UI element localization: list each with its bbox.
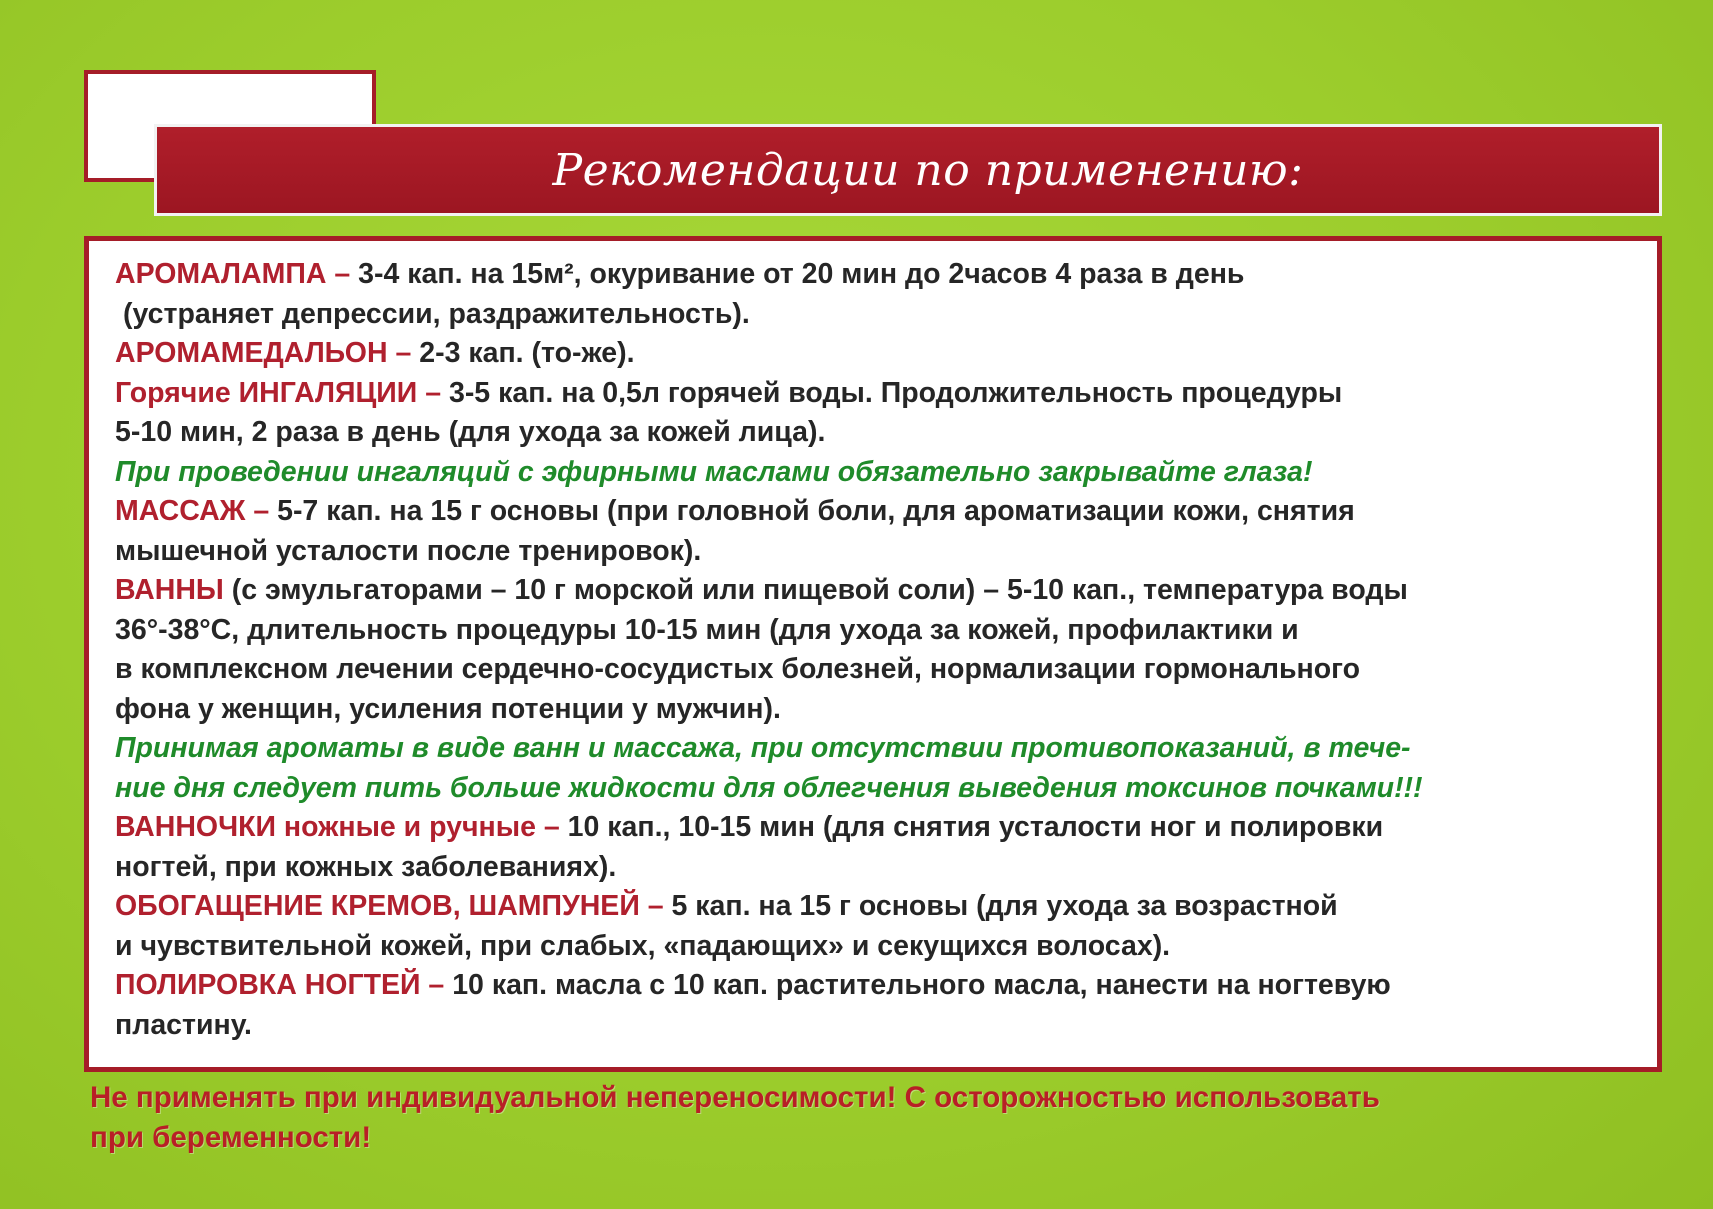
- instruction-line: [115, 492, 1633, 532]
- line-text: 36°-38°С, длительность процедуры 10-15 мин (для ухода за кожей, профилактики и: [115, 613, 1299, 646]
- instruction-line: [115, 611, 1633, 651]
- line-text: 5-10 мин, 2 раза в день (для ухода за кожей лица).: [115, 416, 826, 448]
- instruction-line: [115, 808, 1633, 848]
- line-keyword: ВАННЫ: [115, 574, 232, 606]
- instruction-line: [115, 650, 1633, 690]
- instruction-line: [115, 374, 1633, 414]
- line-text: 2-3 кап. (то-же).: [419, 337, 635, 369]
- line-text: и чувствительной кожей, при слабых, «падающих» и секущихся волосах).: [115, 929, 1171, 962]
- instruction-line: [115, 848, 1633, 888]
- warning-line: при беременности!: [90, 1121, 372, 1154]
- line-keyword: АРОМАЛАМПА –: [115, 258, 359, 290]
- line-text: 5 кап. на 15 г основы (для ухода за возрастной: [671, 890, 1338, 922]
- line-keyword: ПОЛИРОВКА НОГТЕЙ –: [115, 969, 453, 1001]
- line-keyword: МАССАЖ –: [115, 495, 278, 527]
- instruction-line: [115, 1006, 1633, 1046]
- instructions-panel: [84, 236, 1662, 1072]
- instruction-line: [115, 255, 1633, 295]
- line-text: 10 кап., 10-15 мин (для снятия усталости ног и полировки: [567, 811, 1384, 843]
- hydration-note: Принимая ароматы в виде ванн и массажа, при отсутствии противопоказаний, в тече-: [115, 732, 1411, 764]
- hydration-note: ние дня следует пить больше жидкости для облегчения выведения токсинов почками!!!: [115, 771, 1423, 804]
- instruction-line: [115, 532, 1633, 572]
- contraindication-warning: [90, 1078, 1660, 1158]
- line-text: (устраняет депрессии, раздражительность).: [123, 297, 750, 330]
- line-keyword: ОБОГАЩЕНИЕ КРЕМОВ, ШАМПУНЕЙ –: [115, 890, 672, 922]
- safety-note: При проведении ингаляций с эфирными маслами обязательно закрывайте глаза!: [115, 455, 1313, 488]
- instruction-line: [115, 887, 1633, 927]
- warning-line: Не применять при индивидуальной непереносимости! С осторожностью использовать: [90, 1081, 1380, 1114]
- title-banner: [154, 124, 1662, 216]
- line-keyword: Горячие ИНГАЛЯЦИИ –: [115, 376, 449, 409]
- line-keyword: АРОМАМЕДАЛЬОН –: [115, 337, 420, 369]
- line-text: пластину.: [115, 1008, 252, 1041]
- line-text: 3-5 кап. на 0,5л горячей воды. Продолжительность процедуры: [448, 376, 1343, 409]
- instruction-line: [115, 413, 1633, 453]
- line-text: 5-7 кап. на 15 г основы (при головной боли, для ароматизации кожи, снятия: [277, 495, 1355, 527]
- instruction-line: [115, 690, 1633, 730]
- line-text: 3-4 кап. на 15м², окуривание от 20 мин до 2часов 4 раза в день: [358, 258, 1245, 290]
- line-text: фона у женщин, усиления потенции у мужчин).: [115, 692, 781, 725]
- line-text: (с эмульгаторами – 10 г морской или пищевой соли) – 5-10 кап., температура воды: [231, 574, 1408, 606]
- instruction-line: [115, 966, 1633, 1006]
- instruction-line: [115, 571, 1633, 611]
- line-text: мышечной усталости после тренировок).: [115, 534, 702, 567]
- line-keyword: ВАННОЧКИ ножные и ручные –: [115, 811, 568, 843]
- instruction-line: [115, 334, 1633, 374]
- line-text: 10 кап. масла с 10 кап. растительного масла, нанести на ногтевую: [452, 969, 1391, 1001]
- page-title: Рекомендации по применению:: [552, 144, 1304, 196]
- instruction-line: [115, 295, 1633, 335]
- line-text: ногтей, при кожных заболеваниях).: [115, 850, 617, 883]
- line-text: в комплексном лечении сердечно-сосудистых болезней, нормализации гормонального: [115, 653, 1361, 685]
- instruction-line: [115, 927, 1633, 967]
